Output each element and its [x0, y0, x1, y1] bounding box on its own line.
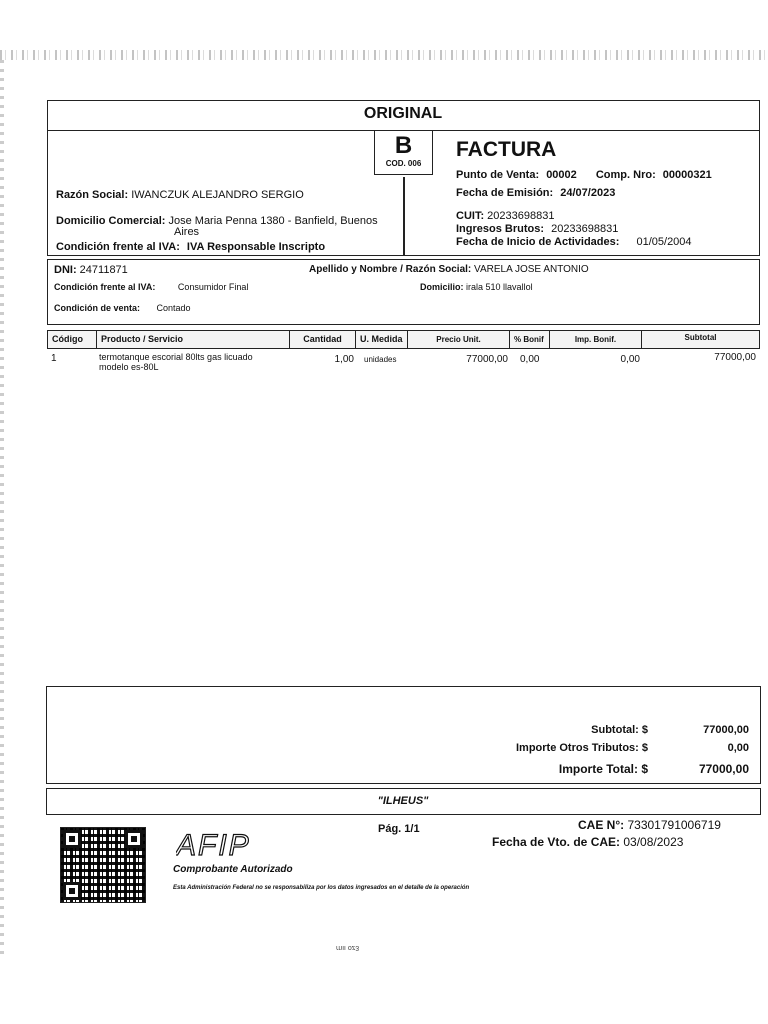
ingresos-brutos-value: 20233698831 [551, 223, 619, 235]
client-name-label: Apellido y Nombre / Razón Social: [309, 264, 472, 275]
ingresos-brutos-label: Ingresos Brutos: [456, 223, 545, 235]
table-row [47, 351, 760, 375]
client-domicilio-label: Domicilio: [420, 282, 464, 292]
domicilio-comercial-label: Domicilio Comercial: [56, 215, 166, 227]
fecha-emision-row [456, 187, 615, 199]
cuit-row [456, 210, 554, 222]
inicio-actividades-label: Fecha de Inicio de Actividades: [456, 236, 620, 248]
header-divider [403, 177, 405, 255]
dni-value: 24711871 [79, 264, 128, 276]
cae-value: 73301791006719 [627, 818, 721, 832]
col-header-unidad: U. Medida [356, 331, 408, 348]
client-condicion-iva-value: Consumidor Final [177, 282, 249, 292]
afip-logo-text: AFIP [176, 830, 251, 860]
scan-edge-noise [0, 50, 768, 60]
copy-banner [47, 100, 760, 131]
domicilio-comercial-row [56, 215, 378, 227]
leyenda-box [46, 788, 761, 815]
disclaimer-text: Esta Administración Federal no se responsabiliza por los datos ingresados en el detalle de la operación [173, 885, 470, 891]
item-precio: 77000,00 [466, 354, 508, 365]
domicilio-comercial-line1: Jose Maria Penna 1380 - Banfield, Buenos [168, 215, 378, 227]
invoice-type-code: COD. 006 [385, 159, 422, 168]
ingresos-brutos-row [456, 223, 618, 235]
client-condicion-iva-row [54, 282, 248, 292]
issuer-condicion-iva-value: IVA Responsable Inscripto [186, 241, 326, 253]
issuer-condicion-iva-row [56, 241, 325, 253]
cuit-value: 20233698831 [487, 210, 555, 222]
afip-logo [176, 830, 288, 860]
document-title: FACTURA [456, 138, 557, 161]
comp-nro-label: Comp. Nro: [595, 169, 656, 181]
cae-row [578, 818, 721, 832]
item-cantidad: 1,00 [334, 354, 354, 365]
razon-social-row [56, 189, 304, 201]
condicion-venta-label: Condición de venta: [54, 303, 141, 313]
cuit-label: CUIT: [456, 210, 485, 222]
item-bonif-pct: 0,00 [520, 354, 540, 365]
item-producto-line1: termotanque escorial 80lts gas licuado [99, 352, 253, 362]
client-box [47, 259, 760, 325]
punto-venta-row [456, 169, 712, 181]
item-codigo: 1 [51, 353, 57, 364]
item-subtotal: 77000,00 [714, 352, 756, 363]
copy-label: ORIGINAL [363, 105, 443, 122]
col-header-codigo: Código [48, 331, 97, 348]
leyenda-text: "ILHEUS" [377, 795, 429, 807]
condicion-venta-row [54, 303, 191, 313]
col-header-precio: Precio Unit. [408, 331, 510, 348]
dni-label: DNI: [54, 264, 77, 276]
item-producto-line2: modelo es-80L [99, 362, 159, 372]
otros-tributos-label: Importe Otros Tributos: $ [515, 742, 648, 754]
cae-vto-row [492, 835, 683, 849]
item-bonif-imp: 0,00 [620, 354, 640, 365]
client-domicilio-row [420, 282, 533, 292]
issuer-condicion-iva-label: Condición frente al IVA: [56, 241, 180, 253]
invoice-type-box [374, 130, 433, 175]
importe-total-label: Importe Total: $ [558, 762, 648, 776]
punto-venta-label: Punto de Venta: [456, 169, 540, 181]
razon-social-label: Razón Social: [56, 189, 129, 201]
client-domicilio-value: irala 510 llavallol [466, 282, 533, 292]
client-name-row [309, 264, 589, 275]
page-number: Pág. 1/1 [378, 823, 420, 835]
client-name-value: VARELA JOSE ANTONIO [474, 264, 589, 275]
inicio-actividades-value: 01/05/2004 [636, 236, 692, 248]
issuer-header [47, 130, 760, 256]
cae-vto-label: Fecha de Vto. de CAE: [492, 835, 621, 849]
importe-total-value: 77000,00 [698, 762, 749, 776]
col-header-producto: Producto / Servicio [97, 331, 290, 348]
qr-code [60, 827, 146, 903]
col-header-subtotal: Subtotal [684, 333, 717, 342]
punto-venta-value: 00002 [546, 169, 577, 181]
otros-tributos-value: 0,00 [727, 742, 749, 754]
mirrored-bleed-mark: ɾnוו oz3 [336, 944, 360, 951]
comprobante-autorizado: Comprobante Autorizado [173, 864, 293, 875]
invoice-type-letter: B [394, 132, 413, 159]
col-header-bonif-pct: % Bonif [510, 331, 550, 348]
fecha-emision-label: Fecha de Emisión: [456, 187, 554, 199]
scan-left-edge [0, 60, 4, 960]
domicilio-comercial-line2: Aires [174, 226, 200, 238]
condicion-venta-value: Contado [156, 303, 191, 313]
col-header-cantidad: Cantidad [290, 331, 356, 348]
items-table-header [47, 330, 760, 349]
client-condicion-iva-label: Condición frente al IVA: [54, 282, 156, 292]
subtotal-value: 77000,00 [703, 724, 749, 736]
totals-box [46, 686, 761, 784]
item-unidad: unidades [364, 355, 397, 364]
subtotal-label: Subtotal: $ [591, 724, 648, 736]
dni-row [54, 264, 128, 276]
fecha-emision-value: 24/07/2023 [560, 187, 616, 199]
col-header-bonif-imp: Imp. Bonif. [550, 331, 642, 348]
inicio-actividades-row [456, 236, 692, 248]
cae-vto-value: 03/08/2023 [623, 835, 684, 849]
cae-label: CAE N°: [578, 818, 625, 832]
razon-social-value: IWANCZUK ALEJANDRO SERGIO [131, 189, 304, 201]
comp-nro-value: 00000321 [662, 169, 712, 181]
